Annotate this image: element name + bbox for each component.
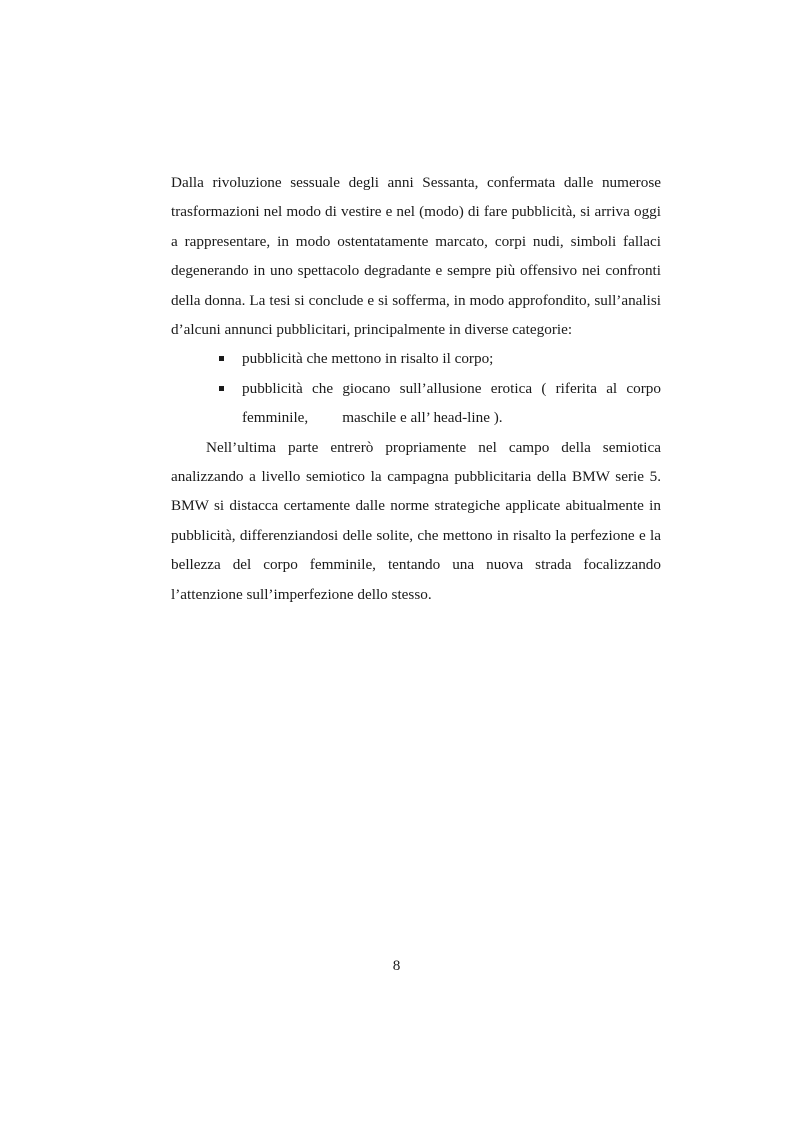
list-item [171, 374, 661, 433]
body-text [171, 168, 661, 609]
list-item-text: pubblicità che giocano sull’allusione erotica ( riferita al corpo femminile, [242, 379, 661, 427]
list-item-text-continued: maschile e all’ head-line ). [342, 409, 503, 427]
page-number: 8 [392, 957, 401, 974]
square-bullet-icon [219, 356, 224, 361]
list-item [171, 344, 661, 373]
category-list [171, 344, 661, 432]
list-item-text: pubblicità che mettono in risalto il corpo; [242, 350, 494, 368]
paragraph-intro: Dalla rivoluzione sessuale degli anni Sessanta, confermata dalle numerose trasformazioni nel modo di vestire e nel (modo) di fare pubblicità, si arriva oggi a rappresentare, in modo ostentatamente marcato, corpi nudi, simboli fallaci degenerando in uno spettacolo degradante e sempre più offensivo nei confronti della donna. La tesi si conclude e si sofferma, in modo approfondito, sull’analisi d’alcuni annunci pubblicitari, principalmente in diverse categorie: [171, 174, 661, 339]
square-bullet-icon [219, 386, 224, 391]
paragraph-semiotics: Nell’ultima parte entrerò propriamente nel campo della semiotica analizzando a livello semiotico la campagna pubblicitaria della BMW serie 5. BMW si distacca certamente dalle norme strategiche applicate abitualmente in pubblicità, differenziandosi delle solite, che mettono in risalto la perfezione e la bellezza del corpo femminile, tentando una nuova strada focalizzando l’attenzione sull’imperfezione dello stesso. [171, 438, 661, 603]
